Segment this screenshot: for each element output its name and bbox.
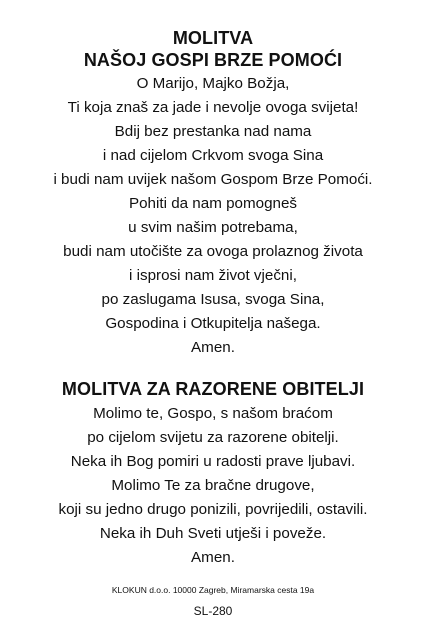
prayer-line: Molimo Te za bračne drugove, — [111, 477, 315, 494]
prayer-line: Pohiti da nam pomogneš — [128, 195, 297, 212]
prayer-title-line-1: MOLITVA — [172, 28, 254, 48]
prayer-section-our-lady — [0, 27, 426, 360]
prayer-line: i budi nam uvijek našom Gospom Brze Pomoći. — [53, 171, 373, 188]
card-footer — [0, 584, 426, 620]
prayer-line: koji su jedno drugo ponizili, povrijedili, ostavili. — [58, 501, 368, 518]
product-code: SL-280 — [193, 604, 233, 618]
publisher-info: KLOKUN d.o.o. 10000 Zagreb, Miramarska cesta 19a — [111, 585, 315, 595]
prayer-line: Neka ih Bog pomiri u radosti prave ljubavi. — [70, 453, 356, 470]
prayer-line: Bdij bez prestanka nad nama — [114, 123, 312, 140]
prayer-line: O Marijo, Majko Božja, — [136, 75, 290, 92]
prayer-line: i isprosi nam život vječni, — [129, 267, 297, 284]
prayer-line: po cijelom svijetu za razorene obitelji. — [87, 429, 339, 446]
prayer-line: u svim našim potrebama, — [128, 219, 298, 236]
prayer-line: Molimo te, Gospo, s našom braćom — [93, 405, 333, 422]
prayer-amen: Amen. — [191, 339, 235, 356]
prayer-line: i nad cijelom Crkvom svoga Sina — [102, 147, 324, 164]
prayer-section-families — [0, 378, 426, 570]
prayer-line: Neka ih Duh Sveti utješi i poveže. — [99, 525, 327, 542]
prayer-amen: Amen. — [191, 549, 235, 566]
prayer-line: budi nam utočište za ovoga prolaznog života — [63, 243, 363, 260]
prayer-line: Gospodina i Otkupitelja našega. — [105, 315, 321, 332]
prayer-line: Ti koja znaš za jade i nevolje ovoga svijeta! — [67, 99, 359, 116]
prayer-line: po zaslugama Isusa, svoga Sina, — [101, 291, 325, 308]
prayer-text — [0, 72, 426, 360]
prayer-text — [0, 402, 426, 570]
prayer-title: MOLITVA ZA RAZORENE OBITELJI — [61, 379, 365, 399]
prayer-title-line-2: NAŠOJ GOSPI BRZE POMOĆI — [83, 50, 343, 70]
